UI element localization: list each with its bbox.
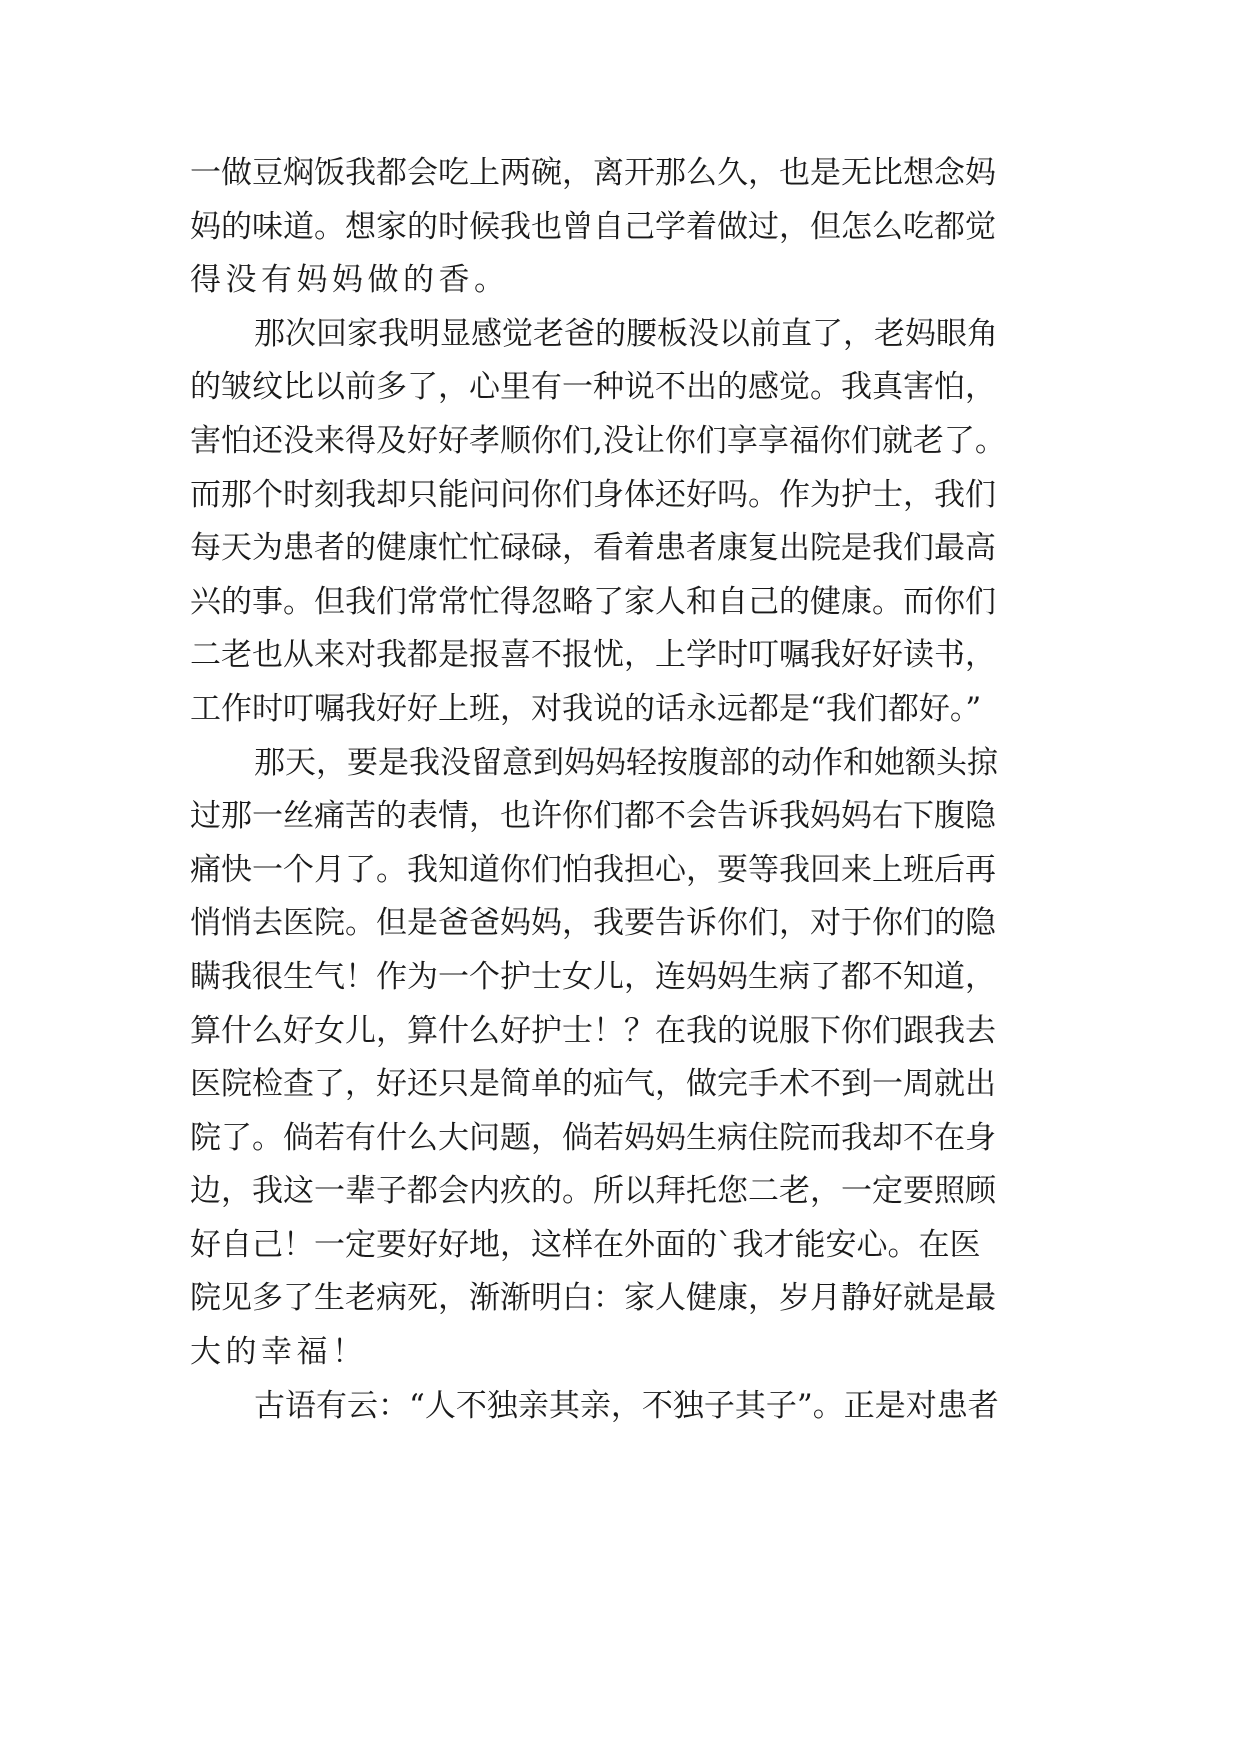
text-line: 害怕还没来得及好好孝顺你们,没让你们享享福你们就老了。 (190, 422, 1006, 459)
paragraph-first-line: 那次回家我明显感觉老爸的腰板没以前直了，老妈眼角 (254, 315, 998, 352)
text-line: 院了。倘若有什么大问题，倘若妈妈生病住院而我却不在身 (190, 1119, 996, 1156)
text-line: 瞒我很生气！作为一个护士女儿，连妈妈生病了都不知道， (190, 958, 996, 995)
text-line: 悄悄去医院。但是爸爸妈妈，我要告诉你们，对于你们的隐 (190, 905, 996, 942)
text-line: 边，我这一辈子都会内疚的。所以拜托您二老，一定要照顾 (190, 1173, 996, 1210)
text-line: 而那个时刻我却只能问问你们身体还好吗。作为护士，我们 (190, 476, 996, 513)
paragraph-first-line: 那天，要是我没留意到妈妈轻按腹部的动作和她额头掠 (254, 744, 998, 781)
text-line: 院见多了生老病死，渐渐明白：家人健康，岁月静好就是最 (190, 1280, 996, 1317)
text-line: 每天为患者的健康忙忙碌碌，看着患者康复出院是我们最高 (190, 530, 996, 567)
text-line: 妈的味道。想家的时候我也曾自己学着做过，但怎么吃都觉 (190, 208, 996, 245)
text-line: 好自己！一定要好好地，这样在外面的`我才能安心。在医 (190, 1226, 981, 1263)
text-line: 过那一丝痛苦的表情，也许你们都不会告诉我妈妈右下腹隐 (190, 798, 996, 835)
text-line: 二老也从来对我都是报喜不报忧，上学时叮嘱我好好读书， (190, 637, 996, 674)
document-body (190, 147, 1050, 1433)
text-line: 痛快一个月了。我知道你们怕我担心，要等我回来上班后再 (190, 851, 996, 888)
text-line: 兴的事。但我们常常忙得忽略了家人和自己的健康。而你们 (190, 583, 996, 620)
text-line: 的皱纹比以前多了，心里有一种说不出的感觉。我真害怕， (190, 369, 996, 406)
text-line: 医院检查了，好还只是简单的疝气，做完手术不到一周就出 (190, 1066, 996, 1103)
text-line: 大的幸福！ (190, 1334, 368, 1371)
text-line: 工作时叮嘱我好好上班，对我说的话永远都是“我们都好。” (190, 690, 982, 727)
text-line: 一做豆焖饭我都会吃上两碗，离开那么久，也是无比想念妈 (190, 155, 996, 191)
text-line: 算什么好女儿，算什么好护士！？在我的说服下你们跟我去 (190, 1012, 996, 1049)
paragraph-first-line: 古语有云：“人不独亲其亲，不独子其子”。正是对患者 (254, 1387, 999, 1424)
text-line: 得没有妈妈做的香。 (190, 262, 510, 299)
